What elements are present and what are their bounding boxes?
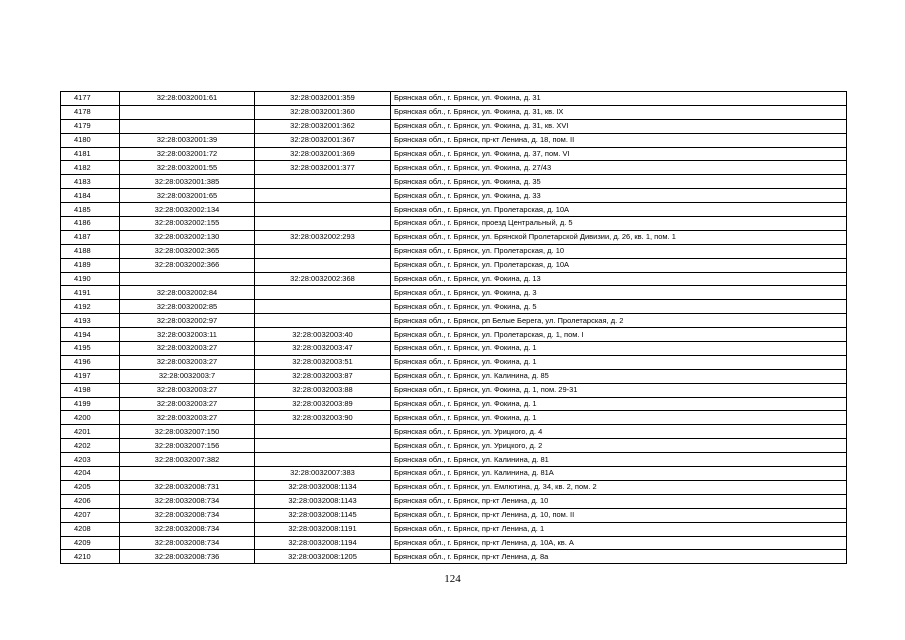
- row-number-cell: 4188: [61, 244, 120, 258]
- address-cell: Брянская обл., г. Брянск, ул. Фокина, д. 3: [391, 286, 847, 300]
- table-row: [61, 272, 847, 286]
- premises-cadastral-number-cell: [255, 189, 391, 203]
- table-row: [61, 439, 847, 453]
- cadastral-number-cell: 32:28:0032007:156: [120, 439, 255, 453]
- cadastral-number-cell: 32:28:0032002:155: [120, 217, 255, 231]
- address-cell: Брянская обл., г. Брянск, пр-кт Ленина, д. 10А, кв. А: [391, 536, 847, 550]
- cadastral-number-cell: 32:28:0032002:85: [120, 300, 255, 314]
- table-row: [61, 314, 847, 328]
- address-cell: Брянская обл., г. Брянск, ул. Фокина, д. 35: [391, 175, 847, 189]
- row-number-cell: 4197: [61, 369, 120, 383]
- cadastral-number-cell: 32:28:0032003:27: [120, 397, 255, 411]
- address-cell: Брянская обл., г. Брянск, ул. Фокина, д. 31, кв. XVI: [391, 119, 847, 133]
- address-cell: Брянская обл., г. Брянск, ул. Фокина, д. 31: [391, 92, 847, 106]
- address-cell: Брянская обл., г. Брянск, пр-кт Ленина, д. 10: [391, 494, 847, 508]
- premises-cadastral-number-cell: [255, 244, 391, 258]
- row-number-cell: 4194: [61, 328, 120, 342]
- row-number-cell: 4206: [61, 494, 120, 508]
- premises-cadastral-number-cell: 32:28:0032001:360: [255, 105, 391, 119]
- address-cell: Брянская обл., г. Брянск, ул. Фокина, д. 27/43: [391, 161, 847, 175]
- premises-cadastral-number-cell: 32:28:0032008:1205: [255, 550, 391, 564]
- table-row: [61, 411, 847, 425]
- address-cell: Брянская обл., г. Брянск, ул. Фокина, д. 37, пом. VI: [391, 147, 847, 161]
- cadastral-number-cell: [120, 119, 255, 133]
- table-row: [61, 133, 847, 147]
- address-cell: Брянская обл., г. Брянск, ул. Фокина, д. 13: [391, 272, 847, 286]
- premises-cadastral-number-cell: 32:28:0032001:367: [255, 133, 391, 147]
- row-number-cell: 4207: [61, 508, 120, 522]
- cadastral-number-cell: 32:28:0032002:130: [120, 230, 255, 244]
- cadastral-number-cell: 32:28:0032008:736: [120, 550, 255, 564]
- address-cell: Брянская обл., г. Брянск, ул. Фокина, д. 1: [391, 342, 847, 356]
- cadastral-number-cell: 32:28:0032002:366: [120, 258, 255, 272]
- premises-cadastral-number-cell: 32:28:0032003:90: [255, 411, 391, 425]
- table-row: [61, 300, 847, 314]
- premises-cadastral-number-cell: 32:28:0032002:368: [255, 272, 391, 286]
- address-cell: Брянская обл., г. Брянск, ул. Фокина, д. 1: [391, 355, 847, 369]
- table-row: [61, 244, 847, 258]
- row-number-cell: 4201: [61, 425, 120, 439]
- premises-cadastral-number-cell: 32:28:0032008:1143: [255, 494, 391, 508]
- cadastral-number-cell: [120, 272, 255, 286]
- table-row: [61, 217, 847, 231]
- row-number-cell: 4184: [61, 189, 120, 203]
- table-row: [61, 258, 847, 272]
- address-cell: Брянская обл., г. Брянск, пр-кт Ленина, д. 10, пом. II: [391, 508, 847, 522]
- cadastral-number-cell: [120, 105, 255, 119]
- cadastral-number-cell: 32:28:0032003:27: [120, 411, 255, 425]
- cadastral-number-cell: 32:28:0032002:84: [120, 286, 255, 300]
- row-number-cell: 4183: [61, 175, 120, 189]
- table-row: [61, 342, 847, 356]
- cadastral-table: [60, 91, 847, 564]
- row-number-cell: 4193: [61, 314, 120, 328]
- address-cell: Брянская обл., г. Брянск, ул. Калинина, д. 85: [391, 369, 847, 383]
- address-cell: Брянская обл., г. Брянск, рп Белые Берега, ул. Пролетарская, д. 2: [391, 314, 847, 328]
- address-cell: Брянская обл., г. Брянск, ул. Калинина, д. 81А: [391, 467, 847, 481]
- premises-cadastral-number-cell: [255, 203, 391, 217]
- address-cell: Брянская обл., г. Брянск, пр-кт Ленина, д. 1: [391, 522, 847, 536]
- row-number-cell: 4186: [61, 217, 120, 231]
- address-cell: Брянская обл., г. Брянск, ул. Фокина, д. 1: [391, 411, 847, 425]
- table-row: [61, 550, 847, 564]
- row-number-cell: 4208: [61, 522, 120, 536]
- cadastral-number-cell: 32:28:0032003:27: [120, 355, 255, 369]
- table-row: [61, 119, 847, 133]
- premises-cadastral-number-cell: [255, 217, 391, 231]
- cadastral-number-cell: 32:28:0032001:55: [120, 161, 255, 175]
- table-row: [61, 425, 847, 439]
- table-row: [61, 397, 847, 411]
- table-row: [61, 369, 847, 383]
- premises-cadastral-number-cell: 32:28:0032003:40: [255, 328, 391, 342]
- table-row: [61, 536, 847, 550]
- row-number-cell: 4182: [61, 161, 120, 175]
- address-cell: Брянская обл., г. Брянск, ул. Урицкого, д. 2: [391, 439, 847, 453]
- cadastral-number-cell: 32:28:0032003:27: [120, 342, 255, 356]
- table-body: [61, 92, 847, 564]
- premises-cadastral-number-cell: [255, 286, 391, 300]
- row-number-cell: 4199: [61, 397, 120, 411]
- premises-cadastral-number-cell: 32:28:0032001:369: [255, 147, 391, 161]
- row-number-cell: 4179: [61, 119, 120, 133]
- cadastral-number-cell: 32:28:0032001:61: [120, 92, 255, 106]
- cadastral-number-cell: 32:28:0032001:72: [120, 147, 255, 161]
- premises-cadastral-number-cell: 32:28:0032001:377: [255, 161, 391, 175]
- premises-cadastral-number-cell: [255, 314, 391, 328]
- address-cell: Брянская обл., г. Брянск, пр-кт Ленина, д. 8а: [391, 550, 847, 564]
- row-number-cell: 4210: [61, 550, 120, 564]
- row-number-cell: 4196: [61, 355, 120, 369]
- table-row: [61, 494, 847, 508]
- table-row: [61, 147, 847, 161]
- cadastral-number-cell: 32:28:0032008:734: [120, 522, 255, 536]
- row-number-cell: 4177: [61, 92, 120, 106]
- page-number: 124: [444, 573, 461, 585]
- address-cell: Брянская обл., г. Брянск, ул. Фокина, д. 1, пом. 29-31: [391, 383, 847, 397]
- premises-cadastral-number-cell: [255, 439, 391, 453]
- table-row: [61, 383, 847, 397]
- row-number-cell: 4192: [61, 300, 120, 314]
- address-cell: Брянская обл., г. Брянск, ул. Пролетарская, д. 10А: [391, 258, 847, 272]
- table-row: [61, 230, 847, 244]
- row-number-cell: 4195: [61, 342, 120, 356]
- address-cell: Брянская обл., г. Брянск, ул. Пролетарская, д. 1, пом. I: [391, 328, 847, 342]
- cadastral-number-cell: 32:28:0032001:385: [120, 175, 255, 189]
- cadastral-number-cell: 32:28:0032007:150: [120, 425, 255, 439]
- row-number-cell: 4200: [61, 411, 120, 425]
- address-cell: Брянская обл., г. Брянск, ул. Емлютина, д. 34, кв. 2, пом. 2: [391, 480, 847, 494]
- cadastral-number-cell: 32:28:0032003:7: [120, 369, 255, 383]
- cadastral-number-cell: 32:28:0032002:134: [120, 203, 255, 217]
- address-cell: Брянская обл., г. Брянск, ул. Фокина, д. 33: [391, 189, 847, 203]
- premises-cadastral-number-cell: 32:28:0032003:47: [255, 342, 391, 356]
- premises-cadastral-number-cell: 32:28:0032003:51: [255, 355, 391, 369]
- address-cell: Брянская обл., г. Брянск, ул. Калинина, д. 81: [391, 453, 847, 467]
- premises-cadastral-number-cell: 32:28:0032001:359: [255, 92, 391, 106]
- row-number-cell: 4190: [61, 272, 120, 286]
- row-number-cell: 4203: [61, 453, 120, 467]
- cadastral-number-cell: 32:28:0032002:97: [120, 314, 255, 328]
- row-number-cell: 4189: [61, 258, 120, 272]
- premises-cadastral-number-cell: 32:28:0032008:1134: [255, 480, 391, 494]
- row-number-cell: 4180: [61, 133, 120, 147]
- premises-cadastral-number-cell: [255, 300, 391, 314]
- address-cell: Брянская обл., г. Брянск, ул. Фокина, д. 5: [391, 300, 847, 314]
- premises-cadastral-number-cell: 32:28:0032003:89: [255, 397, 391, 411]
- table-row: [61, 92, 847, 106]
- premises-cadastral-number-cell: 32:28:0032008:1194: [255, 536, 391, 550]
- table-row: [61, 175, 847, 189]
- address-cell: Брянская обл., г. Брянск, проезд Центральный, д. 5: [391, 217, 847, 231]
- row-number-cell: 4181: [61, 147, 120, 161]
- table-row: [61, 286, 847, 300]
- table-row: [61, 508, 847, 522]
- cadastral-number-cell: 32:28:0032001:65: [120, 189, 255, 203]
- premises-cadastral-number-cell: 32:28:0032008:1145: [255, 508, 391, 522]
- address-cell: Брянская обл., г. Брянск, пр-кт Ленина, д. 18, пом. II: [391, 133, 847, 147]
- table-row: [61, 480, 847, 494]
- row-number-cell: 4204: [61, 467, 120, 481]
- row-number-cell: 4185: [61, 203, 120, 217]
- address-cell: Брянская обл., г. Брянск, ул. Пролетарская, д. 10А: [391, 203, 847, 217]
- cadastral-number-cell: 32:28:0032008:734: [120, 494, 255, 508]
- table-row: [61, 105, 847, 119]
- table-row: [61, 522, 847, 536]
- table-row: [61, 203, 847, 217]
- cadastral-number-cell: 32:28:0032008:731: [120, 480, 255, 494]
- table-row: [61, 189, 847, 203]
- address-cell: Брянская обл., г. Брянск, ул. Фокина, д. 1: [391, 397, 847, 411]
- cadastral-number-cell: 32:28:0032007:382: [120, 453, 255, 467]
- row-number-cell: 4205: [61, 480, 120, 494]
- premises-cadastral-number-cell: 32:28:0032003:88: [255, 383, 391, 397]
- table-row: [61, 328, 847, 342]
- premises-cadastral-number-cell: 32:28:0032001:362: [255, 119, 391, 133]
- cadastral-number-cell: 32:28:0032002:365: [120, 244, 255, 258]
- row-number-cell: 4191: [61, 286, 120, 300]
- premises-cadastral-number-cell: [255, 258, 391, 272]
- row-number-cell: 4202: [61, 439, 120, 453]
- row-number-cell: 4187: [61, 230, 120, 244]
- premises-cadastral-number-cell: [255, 453, 391, 467]
- table-row: [61, 355, 847, 369]
- premises-cadastral-number-cell: 32:28:0032007:383: [255, 467, 391, 481]
- cadastral-number-cell: 32:28:0032003:11: [120, 328, 255, 342]
- cadastral-number-cell: 32:28:0032008:734: [120, 536, 255, 550]
- row-number-cell: 4198: [61, 383, 120, 397]
- cadastral-number-cell: 32:28:0032001:39: [120, 133, 255, 147]
- row-number-cell: 4178: [61, 105, 120, 119]
- cadastral-number-cell: [120, 467, 255, 481]
- premises-cadastral-number-cell: 32:28:0032002:293: [255, 230, 391, 244]
- table-row: [61, 453, 847, 467]
- premises-cadastral-number-cell: 32:28:0032003:87: [255, 369, 391, 383]
- premises-cadastral-number-cell: 32:28:0032008:1191: [255, 522, 391, 536]
- table-row: [61, 467, 847, 481]
- address-cell: Брянская обл., г. Брянск, ул. Пролетарская, д. 10: [391, 244, 847, 258]
- address-cell: Брянская обл., г. Брянск, ул. Брянской Пролетарской Дивизии, д. 26, кв. 1, пом. 1: [391, 230, 847, 244]
- cadastral-number-cell: 32:28:0032008:734: [120, 508, 255, 522]
- table-row: [61, 161, 847, 175]
- row-number-cell: 4209: [61, 536, 120, 550]
- address-cell: Брянская обл., г. Брянск, ул. Фокина, д. 31, кв. IX: [391, 105, 847, 119]
- address-cell: Брянская обл., г. Брянск, ул. Урицкого, д. 4: [391, 425, 847, 439]
- cadastral-number-cell: 32:28:0032003:27: [120, 383, 255, 397]
- premises-cadastral-number-cell: [255, 175, 391, 189]
- premises-cadastral-number-cell: [255, 425, 391, 439]
